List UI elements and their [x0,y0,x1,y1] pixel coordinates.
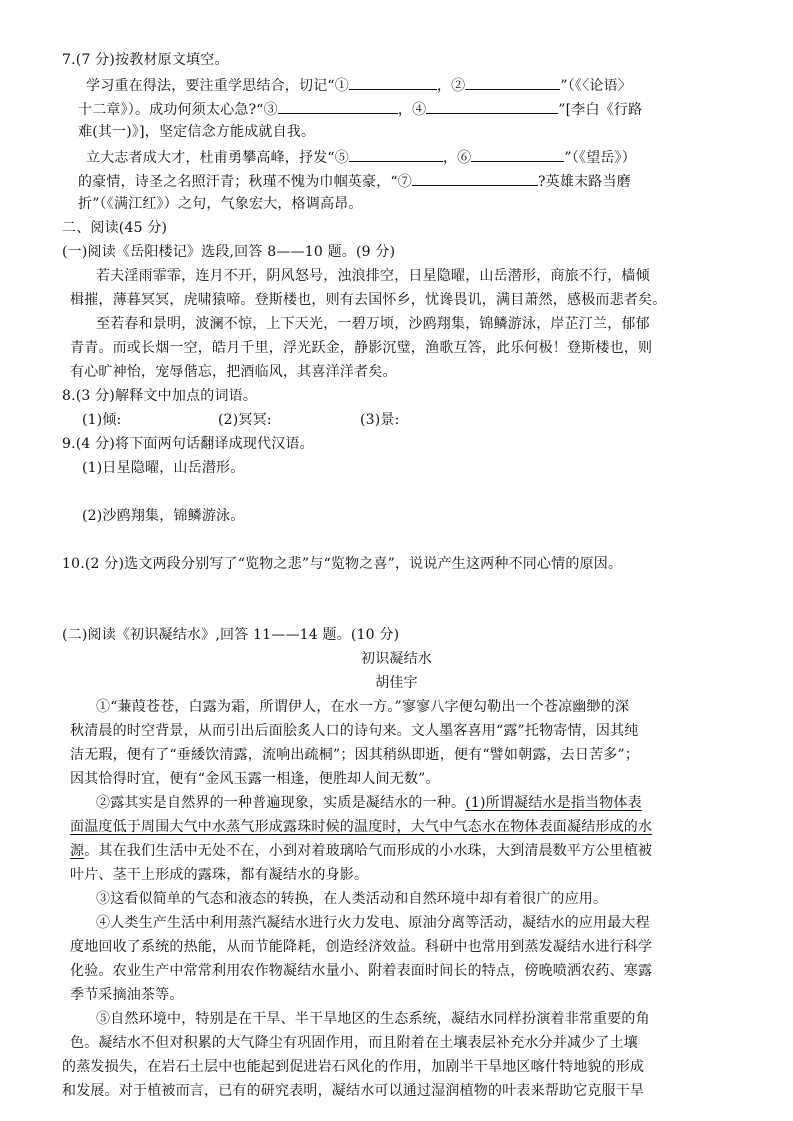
article-title: 初识凝结水 [361,651,432,667]
article-line: 洁无瑕，便有了“垂緌饮清露，流响出疏桐”；因其稍纵即逝，便有“譬如朝露，去日苦多”； [70,747,640,763]
passage1-line: 若夫淫雨霏霏，连月不开，阴风怒号，浊浪排空，日星隐曜，山岳潜形，商旅不行，樯倾 [96,268,650,284]
q8-title: 8.(3 分)解释文中加点的词语。 [62,388,258,404]
passage2-line: 至若春和景明，波澜不惊，上下天光，一碧万顷，沙鸥翔集，锦鳞游泳，岸芷汀兰，郁郁 [96,316,650,332]
q7-line-3: 难(其一)》]，坚定信念方能成就自我。 [78,124,316,140]
passage1-line: 楫摧，薄暮冥冥，虎啸猿啼。登斯楼也，则有去国怀乡，忧谗畏讥，满目萧然，感极而悲者矣。 [70,292,667,308]
q9-item: (2)沙鸥翔集，锦鳞游泳。 [82,508,245,524]
article-line: 叶片、茎干上形成的露珠，都有凝结水的身影。 [70,867,369,883]
part1-title: (一)阅读《岳阳楼记》选段,回答 8——10 题。(9 分) [62,244,396,260]
article-line: ②露其实是自然界的一种普遍现象，实质是凝结水的一种。(1)所谓凝结水是指当物体表 [96,795,642,811]
q7-line-6: 折”（《满江红》）之句，气象宏大，格调高昂。 [78,196,363,212]
article-line: ①“蒹葭苍苍，白露为霜，所谓伊人，在水一方。”寥寥八字便勾勒出一个苍凉幽缈的深 [96,699,630,715]
article-line: ④人类生产生活中利用蒸汽凝结水进行火力发电、原油分离等活动，凝结水的应用最大程 [96,915,650,931]
article-line: ⑤自然环境中，特别是在干旱、半干旱地区的生态系统，凝结水同样扮演着非常重要的角 [96,1011,650,1027]
article-line: 化验。农业生产中常常利用农作物凝结水量小、附着表面时间长的特点，傍晚喷洒农药、寒露 [70,963,653,979]
passage2-line: 青青。而或长烟一空，皓月千里，浮光跃金，静影沉璧，渔歌互答，此乐何极！登斯楼也，则 [70,340,653,356]
article-line: 因其恰得时宜，便有“金风玉露一相逢，便胜却人间无数”。 [70,771,440,787]
article-author: 胡佳宇 [375,675,418,691]
article-line: 季节采摘油茶等。 [70,987,184,1003]
article-line: 和发展。对于植被而言，已有的研究表明，凝结水可以通过湿润植物的叶表来帮助它克服干旱 [62,1083,645,1099]
q7-line-4: 立大志者成大才，杜甫勇攀高峰，抒发“⑤ ，⑥ ”（《望岳》） [86,146,636,168]
blank-2[interactable] [465,74,560,90]
blank-1[interactable] [349,74,437,90]
article-line: ③这看似简单的气态和液态的转换，在人类活动和自然环境中却有着很广的应用。 [96,891,608,907]
blank-6[interactable] [471,146,564,162]
q7-line-2: 十二章》）。成功何须太心急?“③ ，④ ”[李白《行路 [78,98,642,120]
passage2-line: 有心旷神怡，宠辱偕忘，把酒临风，其喜洋洋者矣。 [70,364,397,380]
q10: 10.(2 分)选文两段分别写了“览物之悲”与“览物之喜”，说说产生这两种不同心情的原因。 [62,556,623,572]
underlined-sentence: 源 [70,843,85,859]
blank-7[interactable] [412,170,538,186]
q7-title: 7.(7 分)按教材原文填空。 [62,52,229,68]
article-line: 秋清晨的时空背景，从而引出后面脍炙人口的诗句来。文人墨客喜用“露”托物寄情，因其纯 [70,723,639,739]
article-line: 源。其在我们生活中无处不在，小到对着玻璃哈气而形成的小水珠，大到清晨数平方公里植被 [70,843,653,859]
q8-item: (2)冥冥: [218,412,272,428]
q8-item: (1)倾: [82,412,122,428]
blank-3[interactable] [278,98,398,114]
underlined-sentence: (1)所谓凝结水是指当物体表 [465,795,642,811]
q7-line-1: 学习重在得法，要注重学思结合，切记“① ，② ”（《〈论语〉 [86,74,632,96]
underlined-sentence: 面温度低于周围大气中水蒸气形成露珠时候的温度时，大气中气态水在物体表面凝结形成的水 [70,819,653,835]
part2-title: (二)阅读《初识凝结水》,回答 11——14 题。(10 分) [62,627,400,643]
article-line: 的蒸发损失，在岩石土层中也能起到促进岩石风化的作用，加剧半干旱地区喀什特地貌的形成 [62,1059,645,1075]
q8-item: (3)景: [360,412,400,428]
article-line: 度地回收了系统的热能，从而节能降耗，创造经济效益。科研中也常用到蒸发凝结水进行科学 [70,939,653,955]
q9-item: (1)日星隐曜，山岳潜形。 [82,460,245,476]
article-line [70,817,652,837]
blank-4[interactable] [426,98,558,114]
blank-5[interactable] [349,146,443,162]
section-title: 二、阅读(45 分) [62,220,168,236]
q9-title: 9.(4 分)将下面两句话翻译成现代汉语。 [62,436,314,452]
q7-line-5: 的豪情，诗圣之名照汗青；秋瑾不愧为巾帼英豪，“⑦ ?英雄末路当磨 [78,170,631,192]
article-line: 色。凝结水不但对积累的大气降尘有巩固作用，而且附着在土壤表层补充水分并减少了土壤 [70,1035,638,1051]
